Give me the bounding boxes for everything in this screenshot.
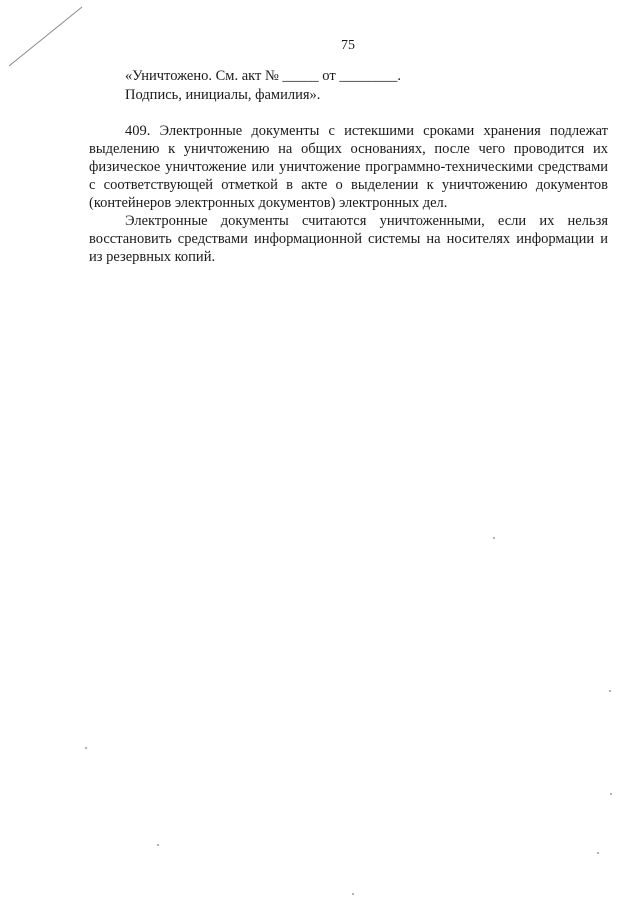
scan-speck bbox=[610, 793, 612, 795]
page-number: 75 bbox=[341, 38, 355, 53]
scan-speck bbox=[609, 690, 611, 692]
scan-speck bbox=[597, 852, 599, 854]
body-text bbox=[89, 122, 608, 266]
scan-speck bbox=[157, 844, 159, 846]
paragraph-409: 409. Электронные документы с истекшими сроками хранения подлежат выделению к уничтожению на общих основаниях, после чего проводится их физическое уничтожение или уничтожение программно-техническими средствами с соответствующей отметкой в акте о выделении к уничтожению документов (контейнеров электронных документов) электронных дел. bbox=[89, 123, 608, 211]
paragraph-destroyed-definition: Электронные документы считаются уничтоженными, если их нельзя восстановить средствами информационной системы на носителях информации и из резервных копий. bbox=[89, 213, 608, 265]
stamp-line-signature: Подпись, инициалы, фамилия». bbox=[125, 87, 321, 103]
scan-speck bbox=[493, 537, 495, 539]
stamp-line-act: «Уничтожено. См. акт № _____ от ________. bbox=[125, 68, 401, 84]
scan-speck bbox=[85, 747, 87, 749]
scan-speck bbox=[352, 893, 354, 895]
destruction-stamp-text bbox=[125, 67, 595, 105]
